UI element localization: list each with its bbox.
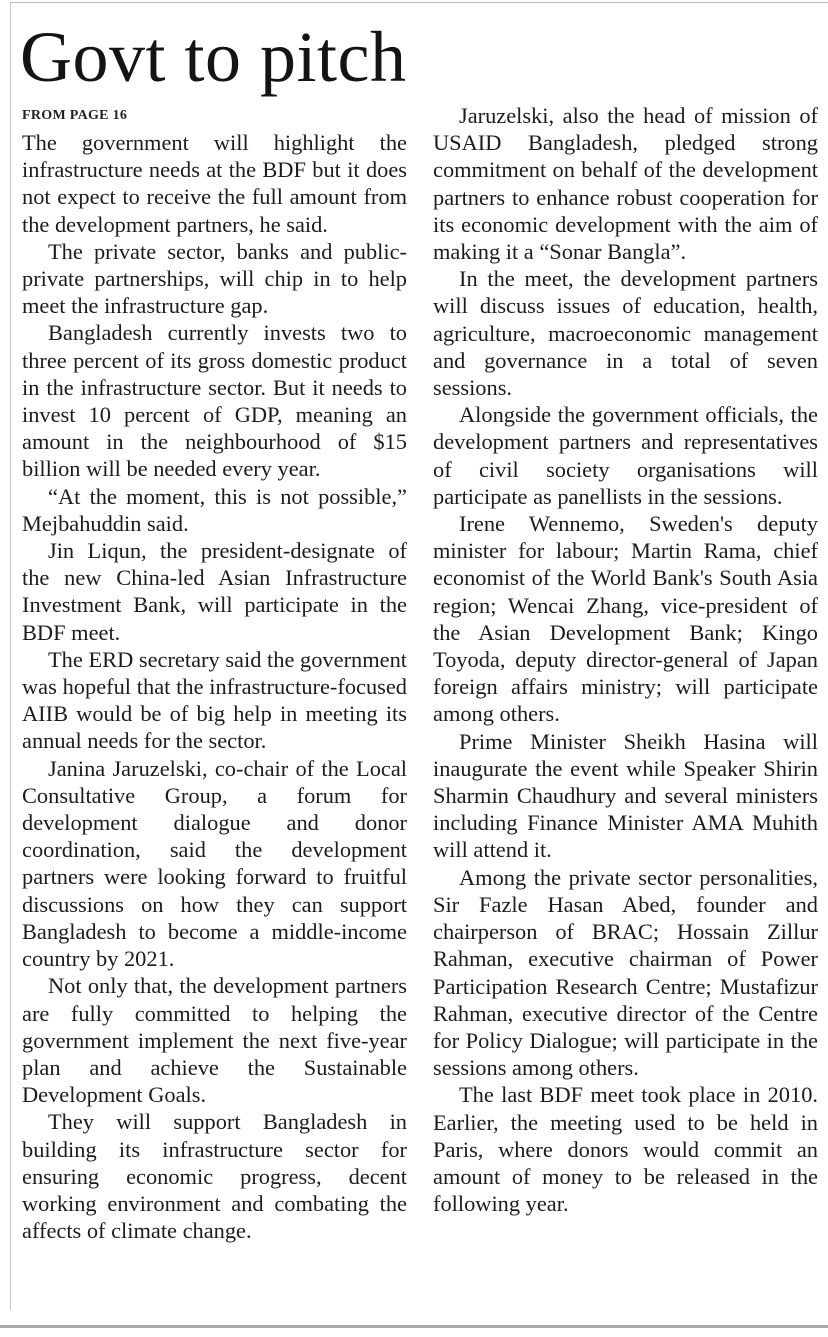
paragraph: The last BDF meet took place in 2010. Earlier, the meeting used to be held in Paris, where donors would commit an amount of money to be released in the following year. [433,1082,818,1217]
continuation-label: FROM PAGE 16 [22,108,128,123]
paragraph: Jaruzelski, also the head of mission of USAID Bangladesh, pledged strong commitment on behalf of the development partners to enhance robust cooperation for its economic development with the aim of making it a “Sonar Bangla”. [433,103,818,265]
paragraph: They will support Bangladesh in building its infrastructure sector for ensuring economic progress, decent working environment and combating the affects of climate change. [22,1109,407,1244]
paragraph: The government will highlight the infrastructure needs at the BDF but it does not expect to receive the full amount from the development partners, he said. [22,130,407,237]
paragraph: Bangladesh currently invests two to three percent of its gross domestic product in the infrastructure sector. But it needs to invest 10 percent of GDP, meaning an amount in the neighbourhood of $15 billion will be needed every year. [22,320,407,482]
article-column-left [22,102,407,1244]
column-left-rule [10,2,11,1310]
paragraph: The ERD secretary said the government was hopeful that the infrastructure-focused AIIB would be of big help in meeting its annual needs for the sector. [22,646,407,754]
headline: Govt to pitch [20,17,407,97]
paragraph: “At the moment, this is not possible,” Mejbahuddin said. [22,483,407,536]
paragraph: Jin Liqun, the president-designate of the new China-led Asian Infrastructure Investment Bank, will participate in the BDF meet. [22,538,407,645]
paragraph: Not only that, the development partners are fully committed to helping the government implement the next five-year plan and achieve the Sustainable Development Goals. [22,973,407,1108]
top-rule [10,2,828,3]
paragraph: Irene Wennemo, Sweden's deputy minister for labour; Martin Rama, chief economist of the World Bank's South Asia region; Wencai Zhang, vice-president of the Asian Development Bank; Kingo Toyoda, deputy director-general of Japan foreign affairs ministry; will participate among others. [433,511,818,727]
paragraph: Alongside the government officials, the development partners and representatives of civil society organisations will participate as panellists in the sessions. [433,402,818,509]
bottom-rule [0,1325,828,1328]
article-column-right [433,102,818,1217]
paragraph: In the meet, the development partners will discuss issues of education, health, agriculture, macroeconomic management and governance in a total of seven sessions. [433,266,818,401]
paragraph: Among the private sector personalities, Sir Fazle Hasan Abed, founder and chairperson of BRAC; Hossain Zillur Rahman, executive chairman of Power Participation Research Centre; Mustafizur Rahman, executive director of the Centre for Policy Dialogue; will participate in the sessions among others. [433,864,818,1081]
paragraph: Prime Minister Sheikh Hasina will inaugurate the event while Speaker Shirin Sharmin Chaudhury and several ministers including Finance Minister AMA Muhith will attend it. [433,728,818,863]
paragraph: The private sector, banks and public-private partnerships, will chip in to help meet the infrastructure gap. [22,238,407,319]
paragraph: Janina Jaruzelski, co-chair of the Local Consultative Group, a forum for development dialogue and donor coordination, said the development partners were looking forward to fruitful discussions on how they can support Bangladesh to become a middle-income country by 2021. [22,755,407,972]
